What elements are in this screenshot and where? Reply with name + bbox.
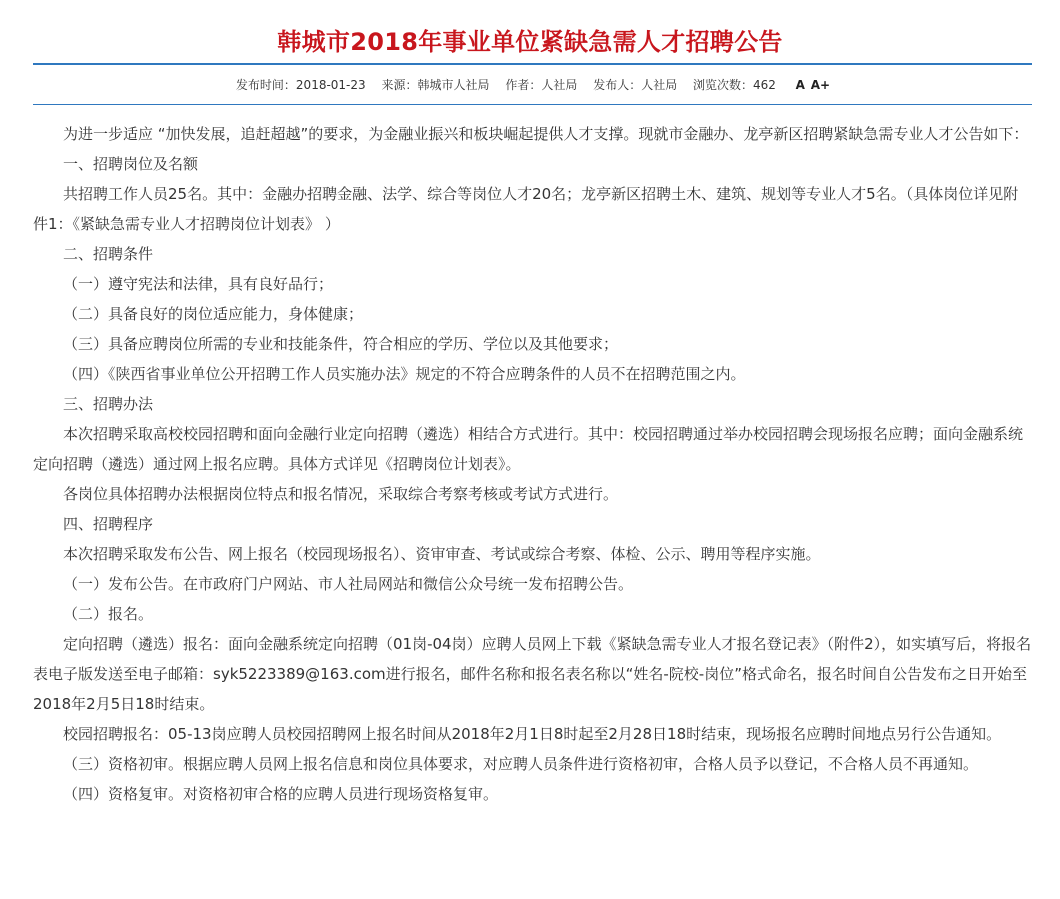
section-heading-positions: 一、招聘岗位及名额 [63, 155, 199, 173]
condition-item: （一）遵守宪法和法律，具有良好品行； [63, 275, 334, 293]
font-size-large-button[interactable]: A+ [810, 78, 831, 92]
source: 来源：韩城市人社局 [381, 78, 490, 92]
methods-paragraph: 本次招聘采取高校校园招聘和面向金融行业定向招聘（遴选）相结合方式进行。其中：校园招聘通过举办校园招聘会现场报名应聘；面向金融系统定向招聘（遴选）通过网上报名应聘。具体方式详见《招聘岗位计划表》。 [33, 425, 1024, 473]
intro-paragraph: 为进一步适应 “加快发展，追赶超越”的要求，为金融业振兴和板块崛起提供人才支撑。现就市金融办、龙亭新区招聘紧缺急需专业人才公告如下： [63, 125, 1029, 143]
publisher: 发布人：人社局 [593, 78, 678, 92]
article-title: 韩城市2018年事业单位紧缺急需人才招聘公告 [277, 28, 783, 57]
font-size-normal-button[interactable]: A [795, 78, 805, 92]
view-count: 浏览次数：462 [693, 78, 776, 92]
section-heading-methods: 三、招聘办法 [63, 395, 154, 413]
article-body [33, 119, 1032, 809]
section-heading-conditions: 二、招聘条件 [63, 245, 154, 263]
section-heading-procedure: 四、招聘程序 [63, 515, 154, 533]
procedure-step: （四）资格复审。对资格初审合格的应聘人员进行现场资格复审。 [63, 785, 499, 803]
condition-item: （三）具备应聘岗位所需的专业和技能条件，符合相应的学历、学位以及其他要求； [63, 335, 619, 353]
author: 作者：人社局 [505, 78, 578, 92]
methods-paragraph: 各岗位具体招聘办法根据岗位特点和报名情况，采取综合考察考核或考试方式进行。 [63, 485, 619, 503]
positions-paragraph: 共招聘工作人员25名。其中：金融办招聘金融、法学、综合等岗位人才20名；龙亭新区招聘土木、建筑、规划等专业人才5名。（具体岗位详见附件1：《紧缺急需专业人才招聘岗位计划表》 ） [33, 185, 1019, 233]
procedure-step: （二）报名。 [63, 605, 154, 623]
publish-time: 发布时间：2018-01-23 [235, 78, 366, 92]
procedure-paragraph: 本次招聘采取发布公告、网上报名（校园现场报名）、资审审查、考试或综合考察、体检、公示、聘用等程序实施。 [63, 545, 821, 563]
procedure-paragraph: 定向招聘（遴选）报名：面向金融系统定向招聘（01岗-04岗）应聘人员网上下载《紧缺急需专业人才报名登记表》（附件2），如实填写后，将报名表电子版发送至电子邮箱：syk5223389@163.com进行报名，邮件名称和报名表名称以“姓名-院校-岗位”格式命名，报名时间自公告发布之日开始至2018年2月5日18时结束。 [33, 635, 1032, 713]
procedure-step: （一）发布公告。在市政府门户网站、市人社局网站和微信公众号统一发布招聘公告。 [63, 575, 634, 593]
title-divider [33, 63, 1032, 65]
procedure-step: （三）资格初审。根据应聘人员网上报名信息和岗位具体要求，对应聘人员条件进行资格初审，合格人员予以登记，不合格人员不再通知。 [63, 755, 979, 773]
meta-divider [33, 104, 1032, 105]
article-meta [0, 76, 1060, 94]
condition-item: （二）具备良好的岗位适应能力，身体健康； [63, 305, 364, 323]
procedure-paragraph: 校园招聘报名：05-13岗应聘人员校园招聘网上报名时间从2018年2月1日8时起至2月28日18时结束，现场报名应聘时间地点另行公告通知。 [63, 725, 1002, 743]
condition-item: （四）《陕西省事业单位公开招聘工作人员实施办法》规定的不符合应聘条件的人员不在招聘范围之内。 [63, 365, 746, 383]
